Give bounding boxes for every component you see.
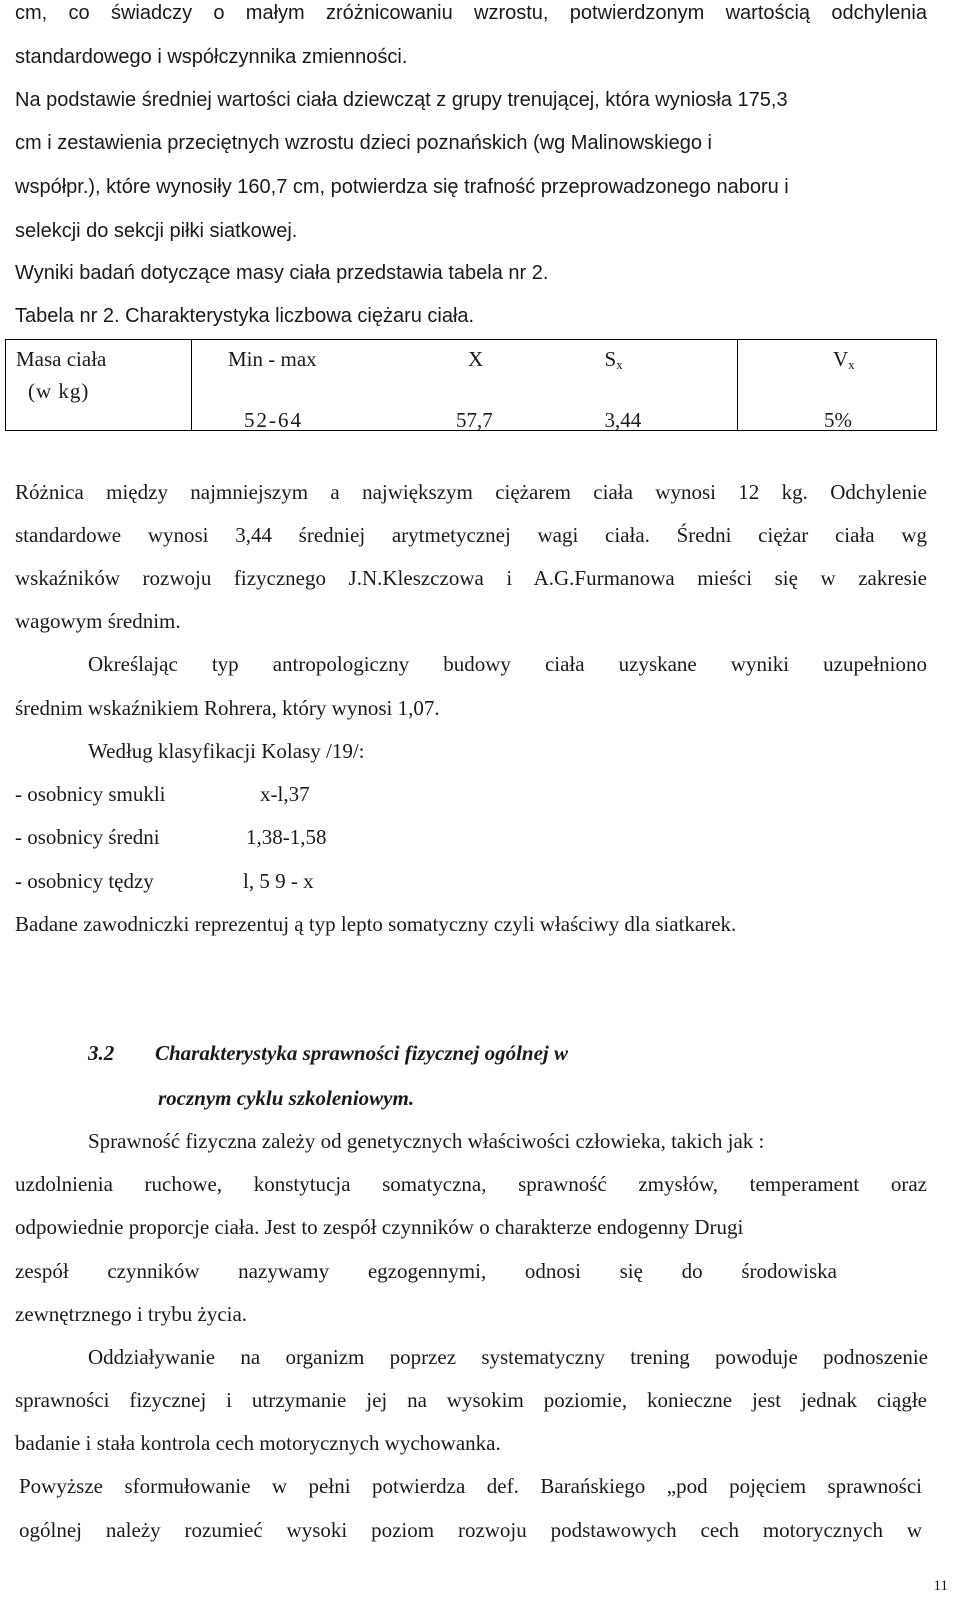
- text-line: współpr.), które wynosiły 160,7 cm, potwierdza się trafność przeprowadzonego naboru i: [15, 176, 789, 198]
- text-line: standardowe wynosi 3,44 średniej arytmetycznej wagi ciała. Średni ciężar ciała wg: [15, 523, 927, 547]
- text-line: Sprawność fizyczna zależy od genetycznych właściwości człowieka, takich jak :: [88, 1129, 765, 1153]
- table-value-minmax: 52-64: [244, 408, 303, 432]
- list-item-label: - osobnicy tędzy: [15, 869, 154, 893]
- text-line: wagowym średnim.: [15, 609, 181, 633]
- list-item-label: - osobnicy średni: [15, 825, 160, 849]
- table-header-cv: $V_x$: [833, 347, 855, 372]
- text-line: cm, co świadczy o małym zróżnicowaniu wzrostu, potwierdzonym wartością odchylenia: [15, 2, 927, 24]
- table-header-mean: X: [468, 347, 484, 371]
- table-value-cv: 5%: [824, 408, 852, 432]
- text-line: sprawności fizycznej i utrzymanie jej na wysokim poziomie, konieczne jest jednak ciągłe: [15, 1388, 927, 1412]
- text-line: odpowiednie proporcje ciała. Jest to zespół czynników o charakterze endogenny Drugi: [15, 1215, 744, 1239]
- table-header-minmax: Min - max: [228, 347, 317, 371]
- list-item-range: 1,38-1,58: [246, 825, 327, 849]
- text-line: Wyniki badań dotyczące masy ciała przedstawia tabela nr 2.: [15, 262, 549, 284]
- text-line: Według klasyfikacji Kolasy /19/:: [88, 739, 365, 763]
- table-cell-minmax: [192, 340, 578, 431]
- section-number: 3.2: [88, 1041, 115, 1065]
- text-line: zewnętrznego i trybu życia.: [15, 1302, 248, 1326]
- table-header-sd: $S_x$: [604, 347, 623, 372]
- table-label-line2: (w kg): [28, 379, 90, 403]
- table-value-sd: 3,44: [604, 408, 642, 432]
- text-line: Określając typ antropologiczny budowy ciała uzyskane wyniki uzupełniono: [88, 652, 927, 676]
- text-line: Badane zawodniczki reprezentuj ą typ lepto somatyczny czyli właściwy dla siatkarek.: [15, 912, 737, 936]
- text-line: wskaźników rozwoju fizycznego J.N.Kleszczowa i A.G.Furmanowa mieści się w zakresie: [15, 566, 927, 590]
- list-item-range: l, 5 9 - x: [243, 869, 314, 893]
- text-line: Na podstawie średniej wartości ciała dziewcząt z grupy trenującej, która wyniosła 175,3: [15, 89, 788, 111]
- body-mass-table: [5, 339, 937, 431]
- text-line: zespół czynników nazywamy egzogennymi, odnosi się do środowiska: [15, 1259, 837, 1283]
- text-line: Oddziaływanie na organizm poprzez systematyczny trening powoduje podnoszenie: [88, 1345, 928, 1369]
- table-value-mean: 57,7: [456, 408, 493, 432]
- text-line: selekcji do sekcji piłki siatkowej.: [15, 220, 298, 242]
- table-cell-sd: [578, 340, 738, 431]
- section-title: Charakterystyka sprawności fizycznej ogólnej w: [155, 1041, 569, 1065]
- table-caption: Tabela nr 2. Charakterystyka liczbowa ciężaru ciała.: [15, 305, 475, 327]
- text-line: standardowego i współczynnika zmienności.: [15, 46, 408, 68]
- table-cell-label: [6, 340, 192, 431]
- text-line: średnim wskaźnikiem Rohrera, który wynosi 1,07.: [15, 696, 440, 720]
- list-item-range: x-l,37: [260, 782, 310, 806]
- list-item-label: - osobnicy smukli: [15, 782, 166, 806]
- text-line: Różnica między najmniejszym a największym ciężarem ciała wynosi 12 kg. Odchylenie: [15, 480, 927, 504]
- table-cell-cv: [738, 340, 937, 431]
- page-number: 11: [933, 1578, 948, 1594]
- text-line: badanie i stała kontrola cech motorycznych wychowanka.: [15, 1431, 501, 1455]
- text-line: cm i zestawienia przeciętnych wzrostu dzieci poznańskich (wg Malinowskiego i: [15, 132, 712, 154]
- text-line: ogólnej należy rozumieć wysoki poziom rozwoju podstawowych cech motorycznych w: [19, 1518, 922, 1542]
- table-label-line1: Masa ciała: [16, 347, 107, 371]
- section-title-cont: rocznym cyklu szkoleniowym.: [158, 1086, 415, 1110]
- text-line: Powyższe sformułowanie w pełni potwierdza def. Barańskiego „pod pojęciem sprawności: [19, 1474, 922, 1498]
- text-line: uzdolnienia ruchowe, konstytucja somatyczna, sprawność zmysłów, temperament oraz: [15, 1172, 927, 1196]
